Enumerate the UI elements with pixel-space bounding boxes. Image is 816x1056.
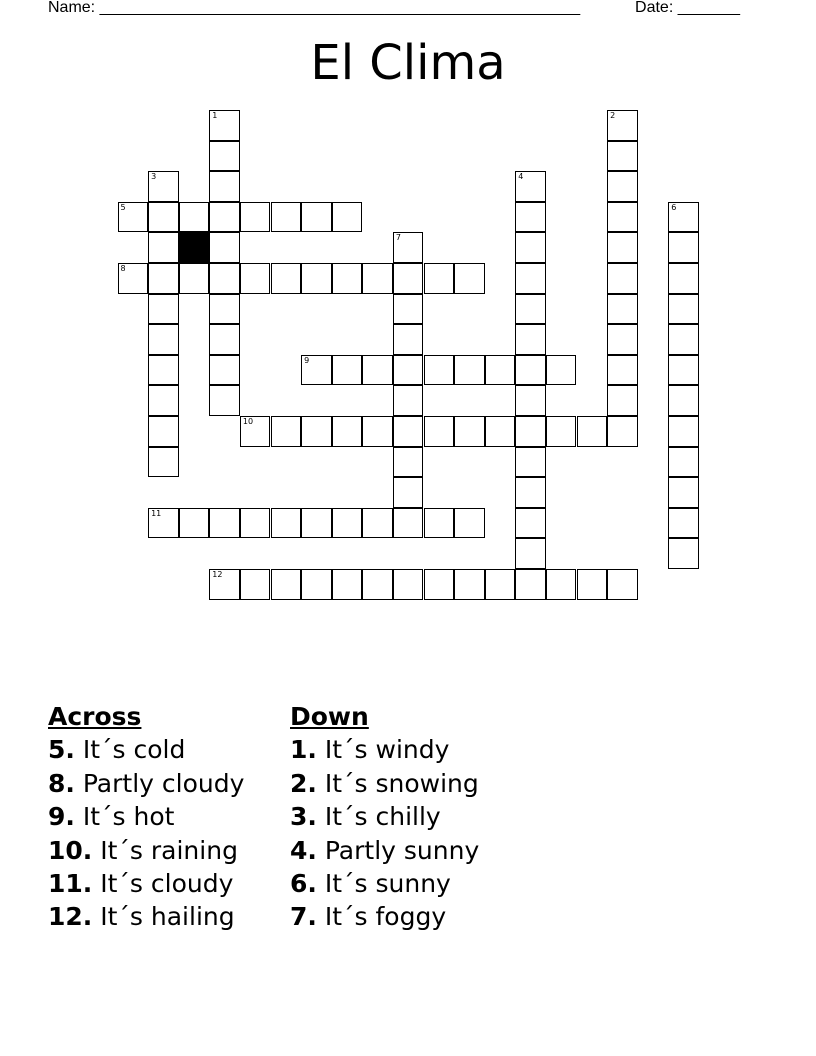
crossword-cell[interactable] bbox=[515, 294, 546, 325]
across-clue bbox=[48, 733, 244, 766]
crossword-cell[interactable] bbox=[148, 324, 179, 355]
crossword-cell[interactable] bbox=[607, 202, 638, 233]
crossword-cell[interactable] bbox=[393, 294, 424, 325]
clue-number: 9. bbox=[48, 802, 75, 832]
down-clue bbox=[290, 867, 479, 900]
crossword-cell[interactable] bbox=[240, 569, 271, 600]
across-clue bbox=[48, 900, 244, 933]
clue-number: 10. bbox=[48, 835, 93, 865]
crossword-cell[interactable] bbox=[301, 508, 332, 539]
clue-number-label: 3 bbox=[151, 172, 157, 182]
clue-text: It´s raining bbox=[92, 835, 238, 865]
black-square bbox=[179, 232, 210, 263]
crossword-cell[interactable] bbox=[668, 538, 699, 569]
clue-number-label: 11 bbox=[151, 508, 162, 518]
crossword-cell[interactable] bbox=[271, 416, 302, 447]
down-clue bbox=[290, 800, 479, 833]
crossword-cell[interactable] bbox=[515, 171, 546, 202]
crossword-cell[interactable] bbox=[209, 110, 240, 141]
page-title: El Clima bbox=[310, 35, 506, 91]
crossword-cell[interactable] bbox=[485, 569, 516, 600]
crossword-cell[interactable] bbox=[454, 569, 485, 600]
clue-number: 12. bbox=[48, 902, 93, 932]
crossword-cell[interactable] bbox=[485, 355, 516, 386]
crossword-cell[interactable] bbox=[607, 324, 638, 355]
crossword-cell[interactable] bbox=[332, 263, 363, 294]
crossword-cell[interactable] bbox=[209, 324, 240, 355]
crossword-cell[interactable] bbox=[454, 355, 485, 386]
crossword-cell[interactable] bbox=[209, 294, 240, 325]
crossword-cell[interactable] bbox=[393, 324, 424, 355]
clue-text: Partly sunny bbox=[316, 835, 480, 865]
down-clue bbox=[290, 900, 479, 933]
crossword-cell[interactable] bbox=[148, 202, 179, 233]
crossword-cell[interactable] bbox=[362, 569, 393, 600]
crossword-cell[interactable] bbox=[148, 355, 179, 386]
crossword-cell[interactable] bbox=[607, 110, 638, 141]
crossword-cell[interactable] bbox=[577, 569, 608, 600]
clue-number-label: 6 bbox=[671, 202, 677, 212]
crossword-cell[interactable] bbox=[301, 416, 332, 447]
crossword-cell[interactable] bbox=[668, 202, 699, 233]
down-heading: Down bbox=[290, 702, 369, 731]
crossword-cell[interactable] bbox=[424, 416, 455, 447]
crossword-cell[interactable] bbox=[148, 171, 179, 202]
clue-number-label: 7 bbox=[395, 233, 401, 243]
crossword-cell[interactable] bbox=[179, 508, 210, 539]
crossword-cell[interactable] bbox=[607, 232, 638, 263]
crossword-cell[interactable] bbox=[454, 263, 485, 294]
clue-number-label: 10 bbox=[242, 417, 254, 426]
clue-number-label: 9 bbox=[304, 355, 310, 365]
clue-text: It´s windy bbox=[316, 735, 450, 765]
clue-text: It´s chilly bbox=[316, 802, 441, 832]
crossword-cell[interactable] bbox=[240, 202, 271, 233]
down-clues bbox=[290, 700, 479, 934]
crossword-cell[interactable] bbox=[515, 569, 546, 600]
clue-number-label: 1 bbox=[212, 111, 218, 120]
crossword-cell[interactable] bbox=[515, 355, 546, 386]
crossword-cell[interactable] bbox=[148, 294, 179, 325]
crossword-cell[interactable] bbox=[424, 263, 455, 294]
crossword-cell[interactable] bbox=[362, 508, 393, 539]
crossword-cell[interactable] bbox=[271, 202, 302, 233]
clue-number: 1. bbox=[290, 735, 317, 765]
crossword-cell[interactable] bbox=[209, 569, 240, 600]
crossword-cell[interactable] bbox=[668, 385, 699, 416]
crossword-cell[interactable] bbox=[668, 294, 699, 325]
crossword-cell[interactable] bbox=[148, 263, 179, 294]
crossword-cell[interactable] bbox=[668, 324, 699, 355]
crossword-cell[interactable] bbox=[332, 508, 363, 539]
crossword-cell[interactable] bbox=[332, 569, 363, 600]
clue-text: It´s foggy bbox=[316, 902, 447, 932]
crossword-cell[interactable] bbox=[607, 171, 638, 202]
clue-number: 6. bbox=[290, 869, 317, 899]
crossword-cell[interactable] bbox=[668, 477, 699, 508]
crossword-cell[interactable] bbox=[209, 171, 240, 202]
across-clue bbox=[48, 767, 244, 800]
crossword-cell[interactable] bbox=[271, 508, 302, 539]
crossword-cell[interactable] bbox=[393, 569, 424, 600]
crossword-cell[interactable] bbox=[240, 263, 271, 294]
clue-number-label: 8 bbox=[120, 264, 126, 273]
crossword-cell[interactable] bbox=[362, 263, 393, 294]
crossword-cell[interactable] bbox=[148, 385, 179, 416]
crossword-cell[interactable] bbox=[209, 141, 240, 172]
clue-number: 3. bbox=[290, 802, 317, 832]
crossword-cell[interactable] bbox=[607, 385, 638, 416]
clue-text: Partly cloudy bbox=[74, 768, 245, 798]
crossword-cell[interactable] bbox=[209, 202, 240, 233]
clue-text: It´s hailing bbox=[92, 902, 235, 932]
crossword-cell[interactable] bbox=[607, 294, 638, 325]
across-clues bbox=[48, 700, 244, 934]
crossword-cell[interactable] bbox=[362, 355, 393, 386]
crossword-cell[interactable] bbox=[301, 355, 332, 386]
crossword-cell[interactable] bbox=[362, 416, 393, 447]
crossword-cell[interactable] bbox=[209, 385, 240, 416]
crossword-cell[interactable] bbox=[393, 232, 424, 263]
crossword-cell[interactable] bbox=[148, 508, 179, 539]
crossword-cell[interactable] bbox=[668, 416, 699, 447]
crossword-cell[interactable] bbox=[515, 447, 546, 478]
crossword-cell[interactable] bbox=[515, 324, 546, 355]
crossword-cell[interactable] bbox=[607, 355, 638, 386]
crossword-cell[interactable] bbox=[515, 385, 546, 416]
clue-text: It´s cloudy bbox=[92, 869, 234, 899]
crossword-cell[interactable] bbox=[515, 538, 546, 569]
crossword-cell[interactable] bbox=[271, 263, 302, 294]
crossword-cell[interactable] bbox=[240, 508, 271, 539]
crossword-cell[interactable] bbox=[668, 508, 699, 539]
crossword-cell[interactable] bbox=[271, 569, 302, 600]
crossword-cell[interactable] bbox=[148, 232, 179, 263]
crossword-cell[interactable] bbox=[668, 263, 699, 294]
crossword-cell[interactable] bbox=[424, 569, 455, 600]
crossword-cell[interactable] bbox=[515, 477, 546, 508]
crossword-cell[interactable] bbox=[332, 355, 363, 386]
clue-number: 8. bbox=[48, 768, 75, 798]
crossword-cell[interactable] bbox=[393, 416, 424, 447]
crossword-cell[interactable] bbox=[668, 355, 699, 386]
clue-text: It´s snowing bbox=[316, 768, 479, 798]
crossword-cell[interactable] bbox=[515, 416, 546, 447]
clue-number: 11. bbox=[48, 869, 93, 899]
crossword-cell[interactable] bbox=[515, 232, 546, 263]
crossword-cell[interactable] bbox=[546, 355, 577, 386]
clue-number-label: 2 bbox=[610, 111, 616, 120]
crossword-cell[interactable] bbox=[209, 232, 240, 263]
crossword-cell[interactable] bbox=[148, 416, 179, 447]
clue-text: It´s cold bbox=[74, 735, 186, 765]
crossword-cell[interactable] bbox=[454, 508, 485, 539]
crossword-cell[interactable] bbox=[209, 508, 240, 539]
crossword-cell[interactable] bbox=[668, 447, 699, 478]
down-clue bbox=[290, 834, 479, 867]
crossword-cell[interactable] bbox=[454, 416, 485, 447]
crossword-cell[interactable] bbox=[668, 232, 699, 263]
clue-number: 5. bbox=[48, 735, 75, 765]
clue-number: 2. bbox=[290, 768, 317, 798]
across-clue bbox=[48, 800, 244, 833]
crossword-cell[interactable] bbox=[332, 416, 363, 447]
crossword-cell[interactable] bbox=[546, 569, 577, 600]
down-clue bbox=[290, 767, 479, 800]
crossword-cell[interactable] bbox=[393, 477, 424, 508]
crossword-cell[interactable] bbox=[607, 141, 638, 172]
clue-number: 4. bbox=[290, 835, 317, 865]
name-field[interactable]: Name: ______________________________________________________ bbox=[48, 0, 581, 16]
crossword-cell[interactable] bbox=[393, 447, 424, 478]
down-clue bbox=[290, 733, 479, 766]
clue-number-label: 12 bbox=[212, 570, 223, 579]
crossword-cell[interactable] bbox=[393, 263, 424, 294]
crossword-cell[interactable] bbox=[393, 355, 424, 386]
crossword-cell[interactable] bbox=[240, 416, 271, 447]
crossword-cell[interactable] bbox=[515, 263, 546, 294]
across-clue bbox=[48, 867, 244, 900]
crossword-cell[interactable] bbox=[393, 385, 424, 416]
crossword-cell[interactable] bbox=[179, 263, 210, 294]
clue-text: It´s sunny bbox=[316, 869, 451, 899]
crossword-cell[interactable] bbox=[607, 569, 638, 600]
crossword-cell[interactable] bbox=[301, 569, 332, 600]
crossword-cell[interactable] bbox=[148, 447, 179, 478]
across-clue bbox=[48, 834, 244, 867]
crossword-cell[interactable] bbox=[424, 508, 455, 539]
crossword-cell[interactable] bbox=[515, 508, 546, 539]
across-heading: Across bbox=[48, 702, 142, 731]
crossword-cell[interactable] bbox=[515, 202, 546, 233]
crossword-cell[interactable] bbox=[301, 202, 332, 233]
clue-number-label: 5 bbox=[120, 202, 126, 212]
clue-text: It´s hot bbox=[74, 802, 175, 832]
clue-number-label: 4 bbox=[518, 172, 524, 182]
clue-number: 7. bbox=[290, 902, 317, 932]
crossword-cell[interactable] bbox=[301, 263, 332, 294]
crossword-cell[interactable] bbox=[485, 416, 516, 447]
crossword-cell[interactable] bbox=[118, 202, 149, 233]
crossword-cell[interactable] bbox=[607, 416, 638, 447]
crossword-cell[interactable] bbox=[546, 416, 577, 447]
date-field[interactable]: Date: _______ bbox=[635, 0, 740, 16]
crossword-cell[interactable] bbox=[393, 508, 424, 539]
crossword-cell[interactable] bbox=[577, 416, 608, 447]
crossword-cell[interactable] bbox=[118, 263, 149, 294]
crossword-cell[interactable] bbox=[209, 263, 240, 294]
crossword-cell[interactable] bbox=[424, 355, 455, 386]
crossword-cell[interactable] bbox=[179, 202, 210, 233]
crossword-cell[interactable] bbox=[332, 202, 363, 233]
crossword-cell[interactable] bbox=[607, 263, 638, 294]
crossword-cell[interactable] bbox=[209, 355, 240, 386]
